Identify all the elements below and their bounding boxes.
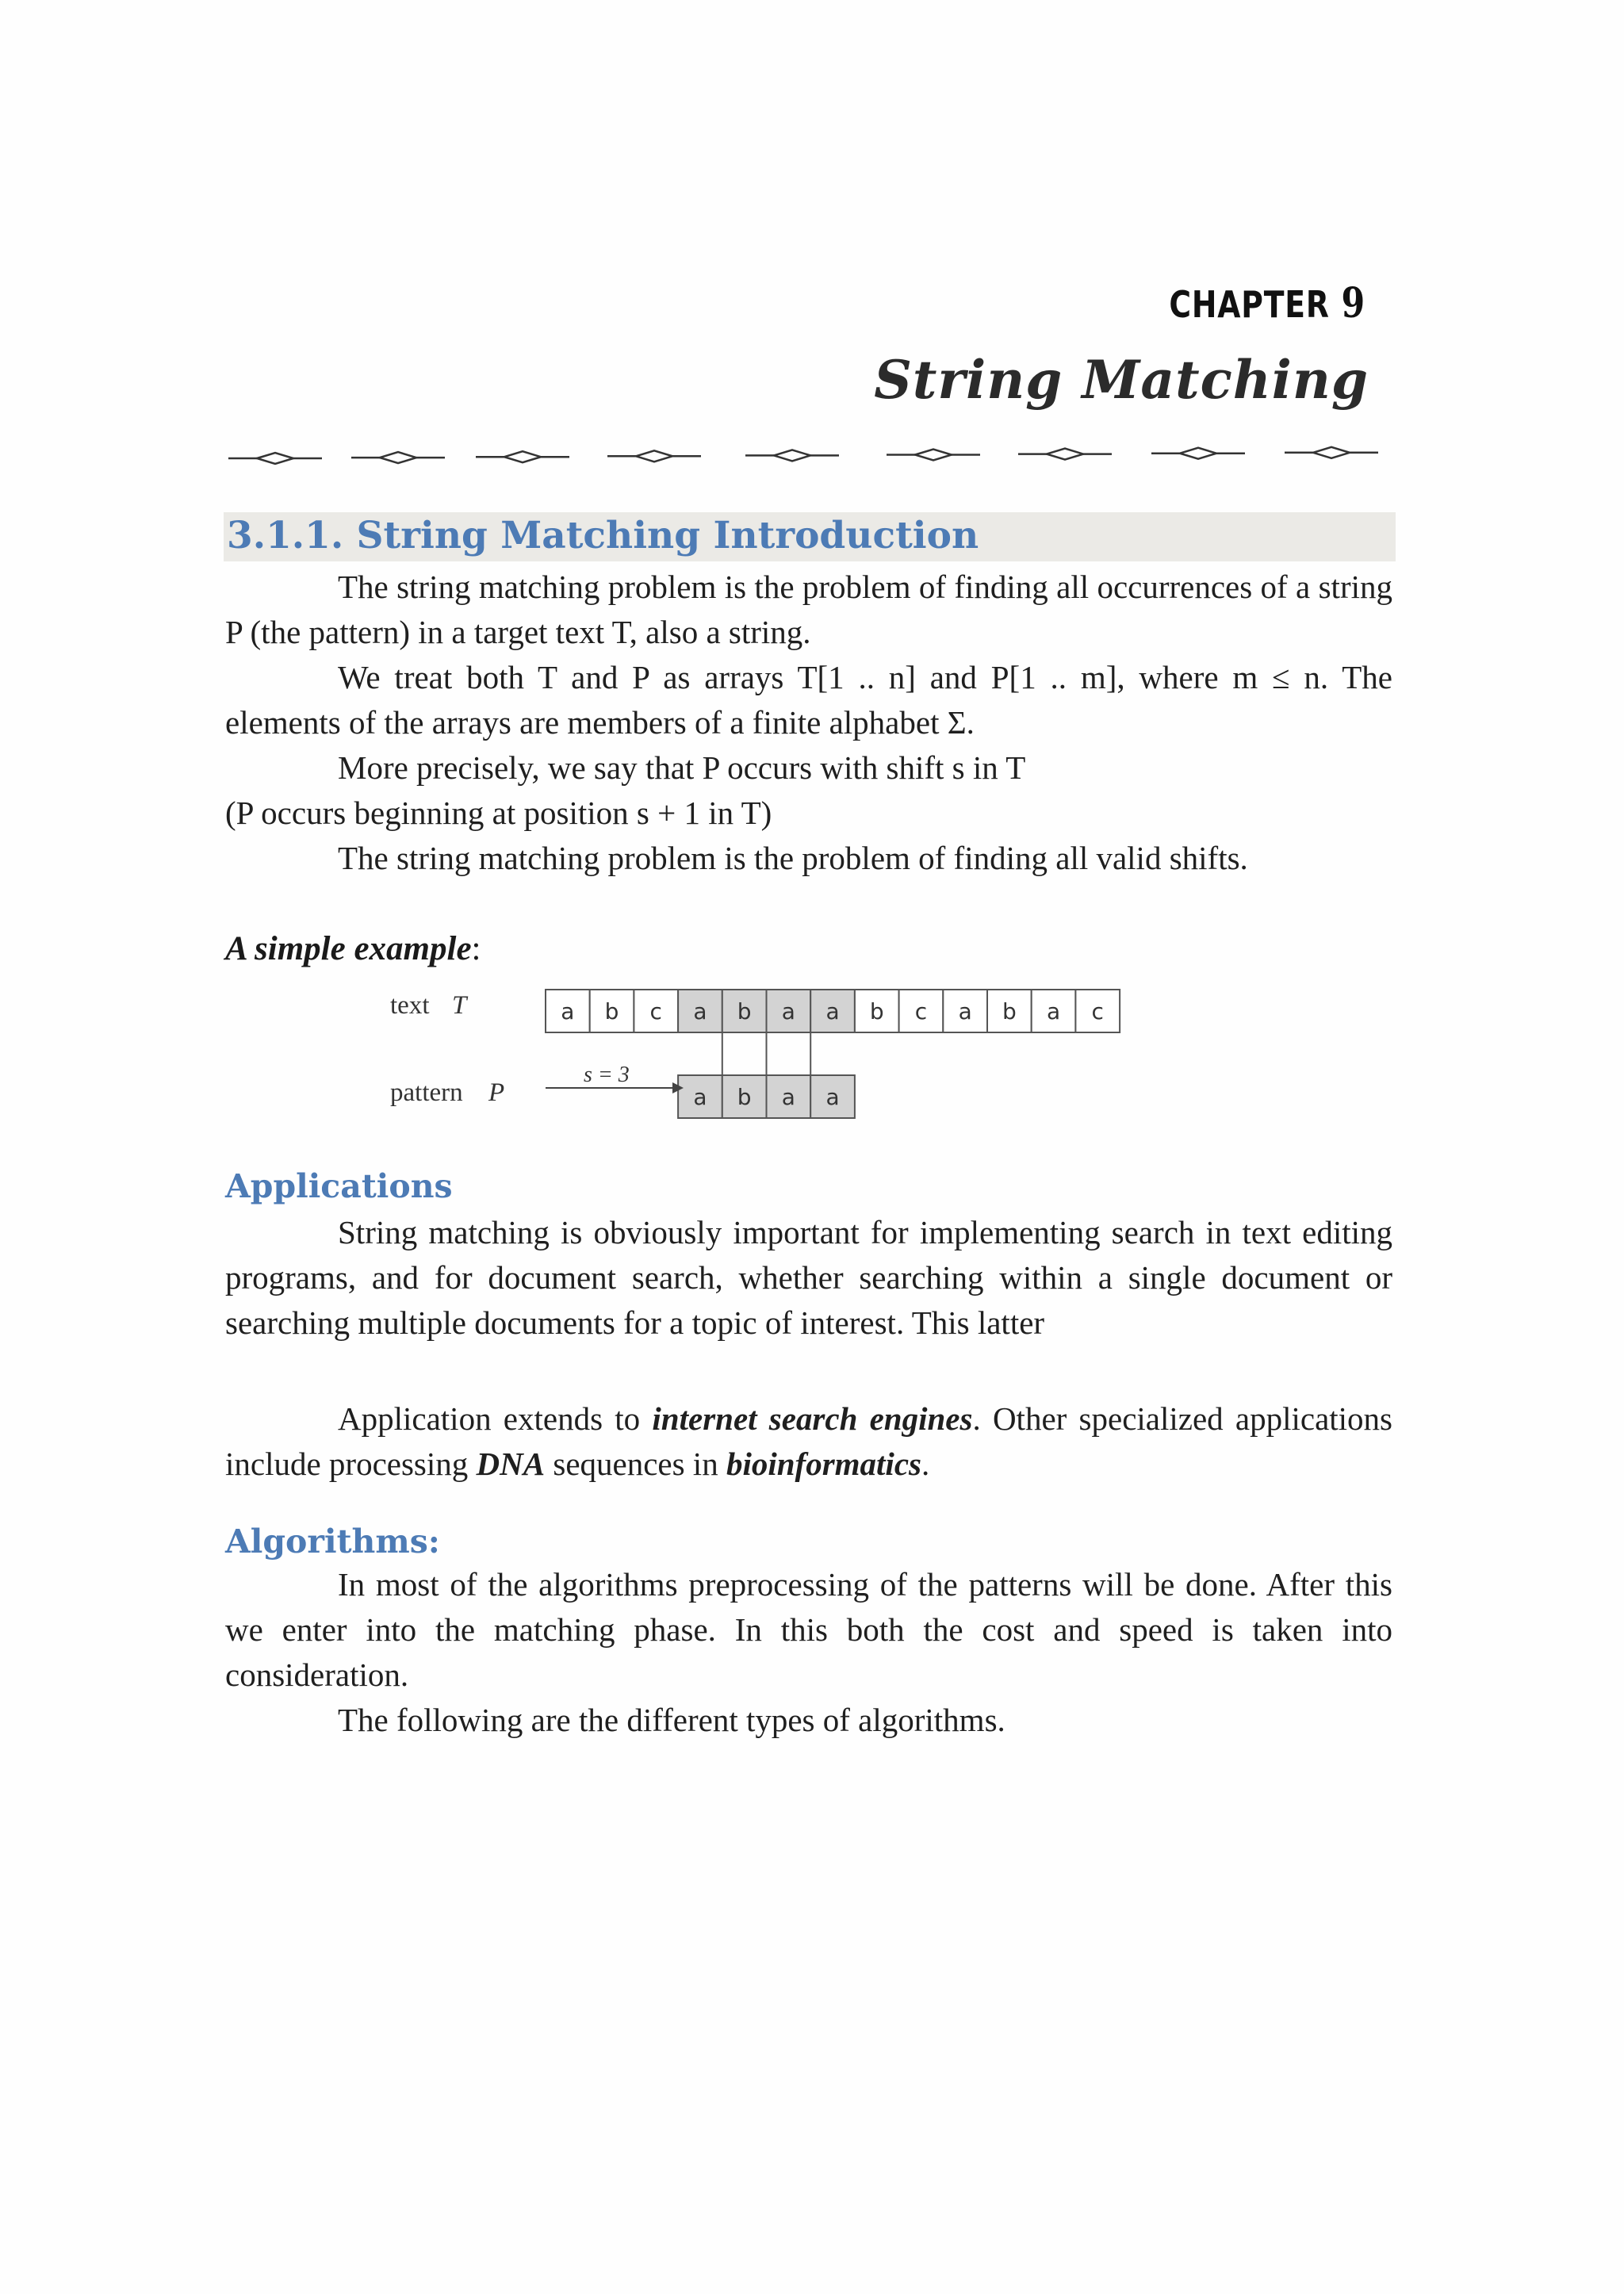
text-cell-char: a xyxy=(825,998,840,1024)
pattern-cell-char: a xyxy=(825,1084,840,1110)
text-cell-char: a xyxy=(781,998,795,1024)
example-label-colon: : xyxy=(471,930,481,967)
pattern-cell-char: a xyxy=(693,1084,707,1110)
text-cell-char: b xyxy=(869,998,884,1024)
text-cell-char: c xyxy=(1091,998,1104,1024)
ornament-diamond xyxy=(228,453,322,464)
ornament-diamond xyxy=(1151,448,1245,459)
chapter-label xyxy=(1169,279,1365,327)
chapter-title: String Matching xyxy=(874,349,1369,411)
ornament-diamond xyxy=(745,450,839,461)
string-matching-diagram xyxy=(373,977,1134,1136)
algorithms-paragraph-2: The following are the different types of algorithms. xyxy=(338,1702,1005,1738)
text-cell-char: b xyxy=(604,998,619,1024)
applications-paragraph-2 xyxy=(225,1396,1392,1487)
pattern-cell-char: b xyxy=(737,1084,752,1110)
intro-paragraph-3-line-1: More precisely, we say that P occurs with shift s in T xyxy=(338,749,1026,786)
text-cell-char: b xyxy=(737,998,752,1024)
chapter-label-text: CHAPTER xyxy=(1169,283,1330,326)
text-cell-char: c xyxy=(649,998,662,1024)
example-label xyxy=(225,929,481,968)
app-p2-text-2: . Other specialized applications include processing xyxy=(225,1400,1392,1482)
app-p2-text-4: . xyxy=(921,1446,930,1482)
ornament-diamond xyxy=(1285,447,1378,458)
shift-label: s = 3 xyxy=(584,1063,630,1087)
text-cell-char: b xyxy=(1002,998,1017,1024)
app-p2-text-1: Application extends to xyxy=(338,1400,653,1437)
intro-paragraph-1: The string matching problem is the problem of finding all occurrences of a string P (the pattern) in a target text T, also a string. xyxy=(225,569,1392,650)
text-cell-char: a xyxy=(561,998,575,1024)
ornament-diamond xyxy=(607,450,701,461)
text-label-var: T xyxy=(452,991,467,1020)
pattern-label-var: P xyxy=(488,1078,505,1107)
intro-paragraph-3-line-2: (P occurs beginning at position s + 1 in T) xyxy=(225,795,772,831)
ornament-diamond xyxy=(476,451,569,462)
pattern-label-word: pattern xyxy=(390,1078,463,1107)
chapter-number: 9 xyxy=(1341,279,1365,327)
ornament-diamond xyxy=(351,452,445,463)
text-cell-char: a xyxy=(693,998,707,1024)
app-p2-text-3: sequences in xyxy=(545,1446,726,1482)
text-cell-char: a xyxy=(1046,998,1061,1024)
intro-paragraph-4: The string matching problem is the problem of finding all valid shifts. xyxy=(338,840,1248,876)
ornament-diamond xyxy=(887,450,980,461)
pattern-cell-char: a xyxy=(781,1084,795,1110)
app-p2-emphasis-dna: DNA xyxy=(476,1446,546,1482)
ornament-diamond xyxy=(1018,449,1112,460)
app-p2-emphasis-internet: internet search engines xyxy=(652,1400,973,1437)
app-p2-emphasis-bioinformatics: bioinformatics xyxy=(726,1446,921,1482)
algorithms-paragraph-1: In most of the algorithms preprocessing of the patterns will be done. After this we enter into the matching phase. In this both the cost and speed is taken into consideration. xyxy=(225,1566,1392,1693)
ornament-divider xyxy=(228,441,1390,469)
applications-heading: Applications xyxy=(225,1167,453,1205)
algorithms-heading: Algorithms: xyxy=(225,1522,440,1561)
example-label-text: A simple example xyxy=(225,930,472,967)
applications-paragraph-1: String matching is obviously important for implementing search in text editing programs, and for document search, whether searching within a single document or searching multiple documents for a topic of interest. This latter xyxy=(225,1214,1392,1341)
text-label-word: text xyxy=(390,991,430,1020)
intro-paragraph-2: We treat both T and P as arrays T[1 .. n] and P[1 .. m], where m ≤ n. The elements of the arrays are members of a finite alphabet Σ. xyxy=(225,659,1392,741)
section-heading: 3.1.1. String Matching Introduction xyxy=(227,514,979,557)
text-cell-char: c xyxy=(914,998,928,1024)
text-cell-char: a xyxy=(958,998,972,1024)
